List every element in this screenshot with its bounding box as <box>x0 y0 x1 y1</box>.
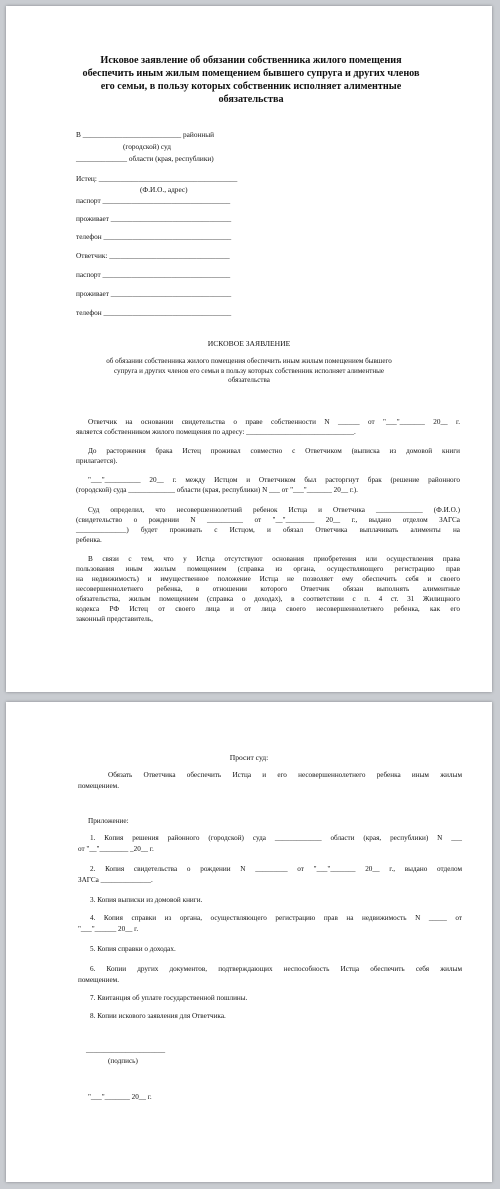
plaintiff-passport-line: паспорт ___________________________________ <box>76 196 231 205</box>
paragraph-ownership <box>76 417 460 437</box>
court-line: В ___________________________ районный <box>76 130 215 139</box>
paragraph-line: законный представитель, <box>76 615 153 623</box>
paragraph-line: несовершеннолетнего ребенка, в отношении которого Ответчик обязан выполнять алиментные <box>76 585 460 593</box>
paragraph-line: ребенка. <box>76 536 102 544</box>
plaintiff-phone-line: телефон ___________________________________ <box>76 232 232 241</box>
document-title <box>66 54 436 106</box>
attachment-item <box>78 944 462 955</box>
fio-hint: (Ф.И.О., адрес) <box>140 185 188 194</box>
court-line: (городской) суд <box>123 142 171 151</box>
attachment-item <box>78 864 462 885</box>
paragraph-grounds <box>76 554 460 624</box>
paragraph-line: 4. Копия справки из органа, осуществляющего регистрацию прав на недвижимость N _____ от <box>90 914 462 922</box>
claim-heading: ИСКОВОЕ ЗАЯВЛЕНИЕ <box>207 339 291 348</box>
defendant-address-line: проживает _________________________________ <box>76 289 232 298</box>
paragraph-line: пользования иным жилым помещением (справка из органа, осуществляющего регистрацию прав <box>76 565 460 573</box>
subject-line: обязательства <box>228 376 270 385</box>
attachment-item <box>78 833 462 854</box>
paragraph-line: на недвижимость) и имущественное положение Истца не позволяет ему обеспечить себя и своего <box>76 575 460 583</box>
paragraph-line: прилагается). <box>76 457 118 465</box>
document-page-2 <box>6 702 492 1182</box>
request-heading: Просит суд: <box>229 753 269 762</box>
paragraph-line: Обязать Ответчика обеспечить Истца и его несовершеннолетнего ребенка иным жилым <box>108 771 462 779</box>
attachment-item <box>78 913 462 934</box>
claim-subject <box>6 357 492 386</box>
court-region-line: ______________ области (края, республики) <box>76 154 214 163</box>
attachment-item <box>78 964 462 985</box>
attachment-item <box>78 993 462 1004</box>
paragraph-cohabitation <box>76 446 460 466</box>
plaintiff-line: Истец: ______________________________________ <box>76 174 238 183</box>
document-date: "___"_______ 20__ г. <box>88 1093 152 1101</box>
document-page-1 <box>6 6 492 692</box>
paragraph-line: 1. Копия решения районного (городской) суда _____________ области (края, республики) N ___ <box>90 834 462 842</box>
paragraph-line: Ответчик на основании свидетельства о праве собственности N ______ от "___"_______ 20__ г. <box>88 418 460 426</box>
defendant-passport-line: паспорт ___________________________________ <box>76 270 231 279</box>
paragraph-line: В связи с тем, что у Истца отсутствуют основания приобретения или осуществления права <box>88 555 460 563</box>
paragraph-line: 6. Копии других документов, подтверждающих неспособность Истца обеспечить себя жилым <box>90 965 462 973</box>
paragraph-line: До расторжения брака Истец проживал совместно с Ответчиком (выписка из домовой книги <box>88 447 460 455</box>
plaintiff-address-line: проживает _________________________________ <box>76 214 232 223</box>
request-text <box>78 770 462 791</box>
attachment-item <box>78 895 462 906</box>
paragraph-line: является собственником жилого помещения по адресу: ______________________________. <box>76 428 356 436</box>
paragraph-line: обязательства, жилым помещением (справка о доходах), в соответствии с п. 4 ст. 31 Жилищного <box>76 595 460 603</box>
paragraph-line: помещением. <box>78 975 119 984</box>
paragraph-line: Суд определил, что несовершеннолетний ребенок Истца и Ответчика _____________ (Ф.И.О.) <box>88 506 460 514</box>
attachment-item <box>78 1011 462 1022</box>
subject-line: супруга и других членов его семьи в пользу которых собственник исполняет алиментные <box>113 366 385 375</box>
paragraph-line: "___"__________ 20__ г. между Истцом и Ответчиком был расторгнут брак (решение районного <box>88 476 460 484</box>
paragraph-line: 5. Копия справки о доходах. <box>90 945 176 953</box>
paragraph-line: 7. Квитанция об уплате государственной пошлины. <box>90 994 248 1002</box>
paragraph-line: помещением. <box>78 781 119 790</box>
title-line: обеспечить иным жилым помещением бывшего супруга и других членов <box>82 68 420 79</box>
subject-line: об обязании собственника жилого помещения обеспечить иным жилым помещением бывшего <box>106 357 392 365</box>
paragraph-line: (городской) суда _____________ области (края, республики) N ___ от "___"_______ 20__ г.). <box>76 486 358 494</box>
paragraph-line: 2. Копия свидетельства о рождении N _________ от "___"_______ 20__ г., выдано отделом <box>90 865 462 873</box>
paragraph-divorce <box>76 475 460 495</box>
paragraph-line: 3. Копия выписки из домовой книги. <box>90 896 203 904</box>
signature-hint: (подпись) <box>108 1057 138 1065</box>
title-line: обязательства <box>218 94 284 105</box>
paragraph-line: кодекса РФ Истец от своего лица и от лица своего несовершеннолетнего ребенка, как его <box>76 605 460 613</box>
title-line: Исковое заявление об обязании собственника жилого помещения <box>100 55 402 66</box>
paragraph-line: "___"______ 20__ г. <box>78 924 139 933</box>
paragraph-line: (свидетельство о рождении N __________ от "__"________ 20__ г., выдано отделом ЗАГСа <box>76 516 460 524</box>
paragraph-line: 8. Копии искового заявления для Ответчика. <box>90 1012 226 1020</box>
defendant-phone-line: телефон ___________________________________ <box>76 308 232 317</box>
paragraph-line: от "__"________ _20__ г. <box>78 844 154 853</box>
defendant-line: Ответчик: _________________________________ <box>76 251 230 260</box>
paragraph-custody <box>76 505 460 545</box>
paragraph-line: ЗАГСа ______________. <box>78 875 153 884</box>
signature-line: ______________________ <box>86 1046 166 1054</box>
title-line: его семьи, в пользу которых собственник исполняет алиментные <box>100 81 402 92</box>
paragraph-line: ______________) будет проживать с Истцом, и обязал Ответчика выплачивать алименты на <box>76 526 460 534</box>
attachments-heading: Приложение: <box>88 817 129 825</box>
